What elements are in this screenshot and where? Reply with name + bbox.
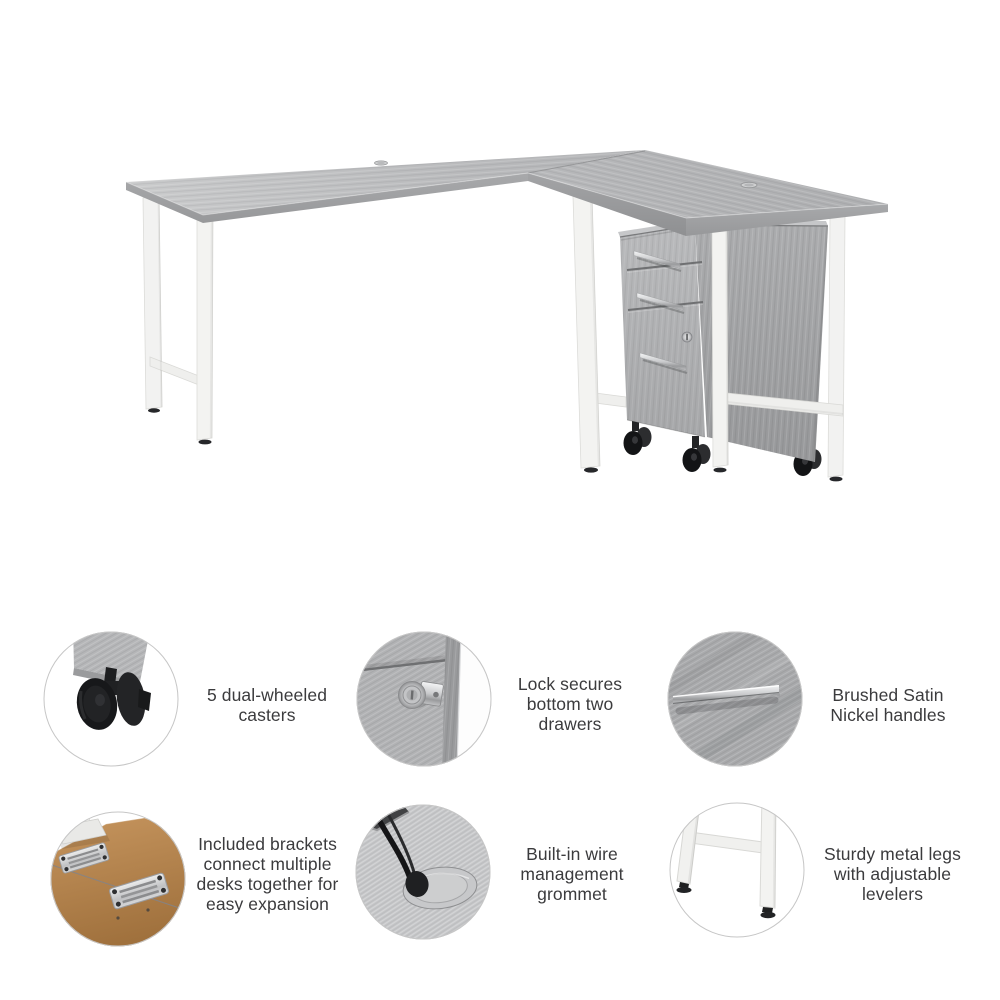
lock-cylinder [399,682,426,709]
return-inner-leg [712,224,728,472]
feature-caption-lock: Lock secures bottom two drawers [517,674,623,734]
feature-caption-legs: Sturdy metal legs with adjustable levelers [824,844,961,904]
feature-image-handles [667,631,803,767]
feature-image-legs [669,802,805,938]
leveler-foot [148,408,160,412]
desk-grommet [741,182,757,187]
feature-caption-brackets: Included brackets connect multiple desks together for easy expansion [196,834,339,914]
desk-left-legs [143,196,213,444]
desk-grommet [375,161,388,165]
feature-image-brackets [50,811,186,947]
feature-caption-grommet: Built-in wire management grommet [520,844,624,904]
leveler-foot [584,467,598,472]
caster [683,436,711,472]
leveler-foot [677,887,692,893]
return-near-leg [573,194,626,473]
cabinet-lock [682,332,692,342]
feature-caption-casters: 5 dual-wheeled casters [206,685,328,725]
feature-caption-handles: Brushed Satin Nickel handles [830,685,946,725]
desk-top [126,150,888,236]
return-far-leg [828,216,845,481]
feature-image-casters [43,631,179,767]
leveler-foot [714,468,727,473]
feature-image-lock [356,631,492,767]
leveler-foot [830,477,843,482]
leveler-foot [199,440,212,445]
leveler-foot [761,912,776,918]
feature-image-grommet [355,804,491,940]
